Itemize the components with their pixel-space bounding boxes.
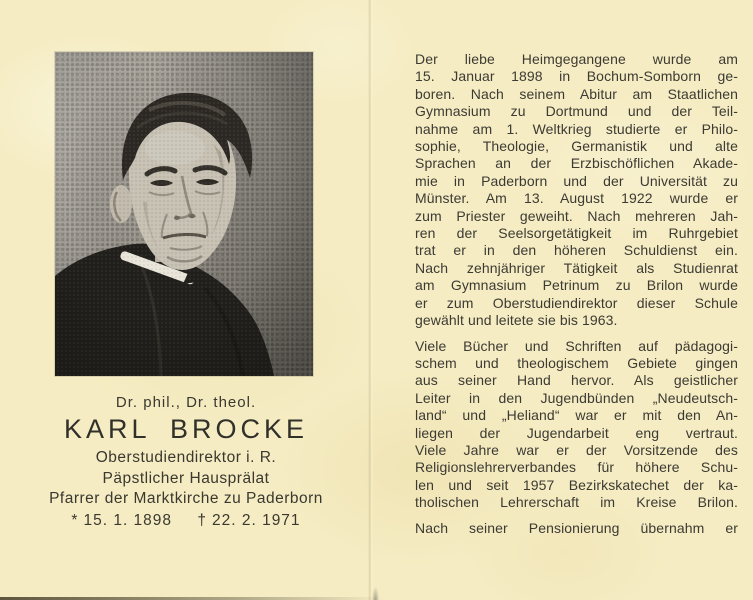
deceased-name: KARL BROCKE	[63, 414, 309, 444]
right-panel	[372, 0, 753, 600]
text-line: Nach zehnjähriger Tätigkeit als Studienrat	[415, 259, 738, 276]
text-line: aus seiner Hand hervor. Als geistlicher	[415, 372, 738, 389]
left-panel	[0, 0, 372, 600]
text-line: zum Priester geweiht. Nach mehreren Jah-	[415, 207, 738, 224]
text-line: Münster. Am 13. August 1922 wurde er	[415, 190, 738, 207]
text-line: Sprachen an der Erzbischöflichen Akade-	[415, 155, 738, 172]
roles-block	[0, 448, 372, 510]
text-line: 15. Januar 1898 in Bochum-Somborn ge-	[415, 68, 738, 85]
death-date-text: 22. 2. 1971	[211, 512, 301, 529]
birth-date	[71, 512, 172, 529]
portrait-photo	[55, 52, 313, 376]
paragraph	[415, 520, 738, 537]
text-line: Gymnasium zu Dortmund und der Teil-	[415, 103, 738, 120]
birth-date-text: 15. 1. 1898	[83, 512, 173, 529]
text-line: boren. Nach seinem Abitur am Staatlichen	[415, 85, 738, 102]
life-dates	[0, 511, 372, 530]
role-line-oberstudiendirektor: Oberstudiendirektor i. R.	[95, 449, 277, 466]
role-line-pfarrer: Pfarrer der Marktkirche zu Paderborn	[49, 490, 323, 507]
text-line: ren der Seelsorgetätigkeit im Ruhrgebiet	[415, 225, 738, 242]
text-line: Leiter in den Jugendbünden „Neudeutsch-	[415, 389, 738, 406]
text-line: Nach seiner Pensionierung übernahm er	[415, 519, 738, 536]
text-line: len und seit 1957 Bezirkskatechet der ka-	[415, 476, 738, 493]
death-date	[197, 512, 300, 529]
text-line: sophie, Theologie, Germanistik und alte	[415, 138, 738, 155]
text-line: Viele Bücher und Schriften auf pädagogi-	[415, 337, 738, 354]
paragraph	[415, 51, 738, 330]
paragraph	[415, 338, 738, 512]
academic-titles: Dr. phil., Dr. theol.	[115, 394, 257, 411]
text-line: Religionslehrerverbandes für höhere Schu-	[415, 459, 738, 476]
portrait-photo-illustration	[55, 52, 313, 376]
text-line: gewählt und leitete sie bis 1963.	[415, 312, 618, 329]
text-line: mie in Paderborn und der Universität zu	[415, 172, 738, 189]
text-line: Viele Jahre war er der Vorsitzende des	[415, 441, 738, 458]
text-line: land“ und „Heliand“ war er mit den An-	[415, 407, 738, 424]
birth-star-symbol: *	[71, 512, 79, 529]
text-line: er zum Oberstudiendirektor dieser Schule	[415, 294, 738, 311]
death-cross-symbol: †	[197, 512, 207, 529]
text-line: trat er in den höheren Schuldienst ein.	[415, 242, 738, 259]
biography-text	[415, 51, 738, 545]
text-line: am Gymnasium Petrinum zu Brilon wurde	[415, 277, 738, 294]
text-line: liegen der Jugendarbeit eng vertraut.	[415, 424, 738, 441]
text-line: Der liebe Heimgegangene wurde am	[415, 51, 738, 67]
text-line: nahme am 1. Weltkrieg studierte er Philo-	[415, 120, 738, 137]
text-line: schem und theologischem Gebiete gingen	[415, 354, 738, 371]
role-line-hauspraelat: Päpstlicher Hausprälat	[102, 469, 270, 487]
text-line: tholischen Lehrerschaft im Kreise Brilon.	[415, 494, 738, 511]
